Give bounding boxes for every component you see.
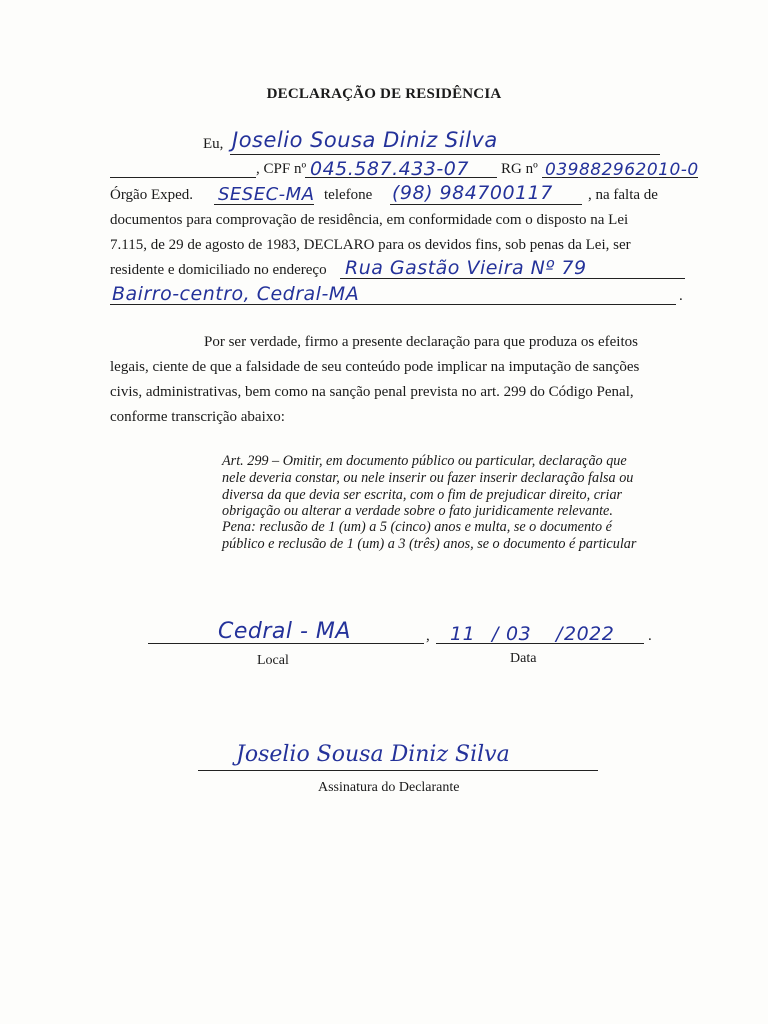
quote-line-1: Art. 299 – Omitir, em documento público ou particular, declaração que <box>222 453 627 469</box>
body-line-3: documentos para comprovação de residência, em conformidade com o disposto na Lei <box>110 212 629 228</box>
falta-text: , na falta de <box>588 187 658 203</box>
para2-line-1: Por ser verdade, firmo a presente declaração para que produza os efeitos <box>204 334 638 350</box>
handwritten-signature: Joselio Sousa Diniz Silva <box>236 742 510 767</box>
quote-line-2: nele deveria constar, ou nele inserir ou fazer inserir declaração falsa ou <box>222 470 634 486</box>
handwritten-orgao: SESEC-MA <box>218 184 315 205</box>
cpf-label: , CPF nº <box>256 161 307 177</box>
handwritten-cpf: 045.587.433-07 <box>310 158 469 180</box>
para2-line-4: conforme transcrição abaixo: <box>110 409 285 425</box>
orgao-label: Órgão Exped. <box>110 187 194 203</box>
document-title: DECLARAÇÃO DE RESIDÊNCIA <box>266 86 502 102</box>
eu-label: Eu, <box>203 136 224 152</box>
handwritten-name: Joselio Sousa Diniz Silva <box>232 128 498 152</box>
quote-line-6: público e reclusão de 1 (um) a 3 (três) anos, se o documento é particular <box>222 536 637 552</box>
local-comma: , <box>426 628 430 644</box>
date-period: . <box>648 628 652 644</box>
body-line-4: 7.115, de 29 de agosto de 1983, DECLARO para os devidos fins, sob penas da Lei, ser <box>110 237 631 253</box>
quote-line-4: obrigação ou alterar a verdade sobre o fato juridicamente relevante. <box>222 503 613 519</box>
telefone-underline <box>390 204 582 205</box>
handwritten-endereco-2: Bairro-centro, Cedral-MA <box>112 283 360 305</box>
name-underline <box>230 154 660 155</box>
handwritten-year: 2022 <box>564 623 615 645</box>
date-slash-2: / <box>556 623 563 645</box>
handwritten-endereco-1: Rua Gastão Vieira Nº 79 <box>345 257 587 279</box>
handwritten-month: 03 <box>506 623 532 645</box>
para2-line-2: legais, ciente de que a falsidade de seu conteúdo pode implicar na imputação de sanções <box>110 359 640 375</box>
rg-label: RG nº <box>501 161 538 177</box>
signature-underline <box>198 770 598 771</box>
handwritten-telefone: (98) 984700117 <box>392 182 553 204</box>
telefone-label: telefone <box>324 187 373 203</box>
para2-line-3: civis, administrativas, bem como na sanção penal prevista no art. 299 do Código Penal, <box>110 384 634 400</box>
signature-caption: Assinatura do Declarante <box>318 780 460 795</box>
local-caption: Local <box>257 653 289 668</box>
cpf-prefix-underline <box>110 177 256 178</box>
handwritten-rg: 039882962010-0 <box>545 160 699 180</box>
quote-line-5: Pena: reclusão de 1 (um) a 5 (cinco) anos e multa, se o documento é <box>222 519 612 535</box>
quote-line-3: diversa da que devia ser escrita, com o fim de prejudicar direito, criar <box>222 487 623 503</box>
endereco-period: . <box>679 288 683 304</box>
date-slash-1: / <box>492 623 499 645</box>
handwritten-day: 11 <box>450 623 476 645</box>
handwritten-local: Cedral - MA <box>218 619 351 644</box>
data-caption: Data <box>510 651 537 666</box>
endereco-label: residente e domiciliado no endereço <box>110 262 327 278</box>
